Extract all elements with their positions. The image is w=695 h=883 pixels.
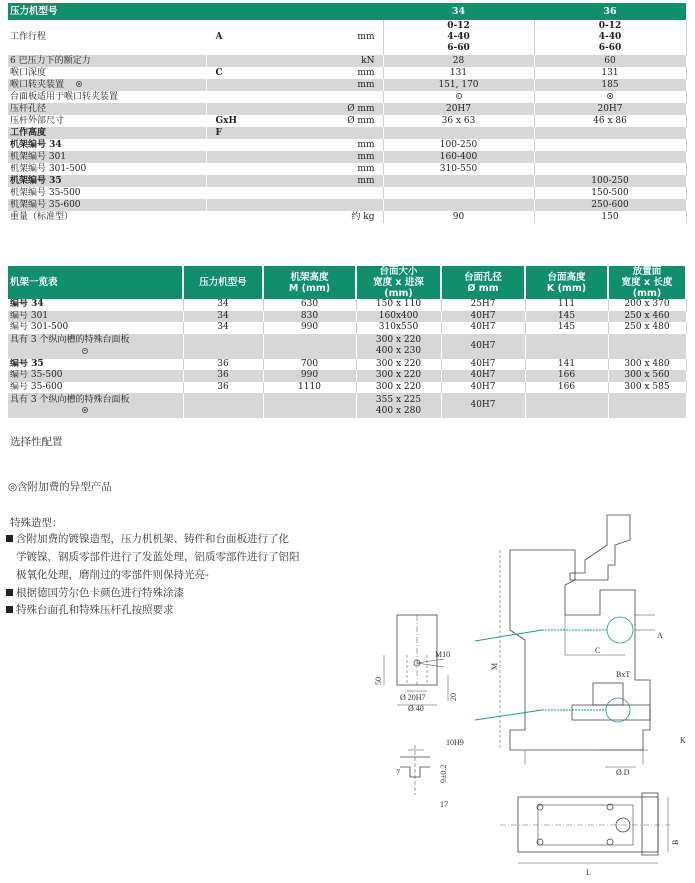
frame-row <box>8 322 686 334</box>
frame-cell-text: 300 x 560 <box>624 370 670 381</box>
frame-cell <box>608 311 686 323</box>
frame-cell-text: 36 <box>217 370 229 381</box>
frame-cell-text: 150 x 110 <box>375 299 422 310</box>
frame-cell-text: 40H7 <box>470 310 496 321</box>
model-34-header: 34 <box>383 3 534 20</box>
spec-value-line: 90 <box>452 211 465 222</box>
frame-cell-text: 166 <box>557 381 576 392</box>
spec-row <box>8 211 686 223</box>
b-label: B <box>671 839 680 845</box>
frame-header-row <box>8 266 686 299</box>
frame-cell <box>263 359 356 371</box>
spec-symbol: GxH <box>215 115 238 126</box>
frame-cell-text: 编号 34 <box>10 299 44 310</box>
frame-cell <box>608 299 686 311</box>
option-icon <box>456 93 462 99</box>
spec-label-text: 喉口转夹装置 <box>10 79 65 90</box>
h10h9-label: 10H9 <box>446 738 464 747</box>
frame-cell-text: 300 x 220 <box>375 370 422 381</box>
spec-label-text: 机架编号 35 <box>10 175 62 186</box>
frame-cell <box>608 382 686 394</box>
frame-row <box>8 370 686 382</box>
frame-cell <box>263 393 356 418</box>
spec-label <box>8 91 206 103</box>
frame-cell <box>525 311 608 323</box>
spec-value-line: 250-600 <box>591 199 629 210</box>
bullet-icon <box>6 535 13 542</box>
special-item-3 <box>6 601 174 619</box>
frame-cell-text: 40H7 <box>470 400 496 410</box>
frame-overview-table <box>8 266 687 418</box>
spec-value-line: 0-12 <box>598 21 622 31</box>
option-icon <box>76 81 82 87</box>
frame-cell <box>525 299 608 311</box>
press-frame-top-view <box>500 793 670 863</box>
spec-value-line: 0-12 <box>447 21 470 31</box>
m-label: M <box>490 662 499 670</box>
spec-value-line: 150 <box>601 211 619 222</box>
spec-label <box>8 139 206 151</box>
frame-cell <box>356 359 441 371</box>
special-item-1 <box>6 530 289 548</box>
frame-cell-text: 300 x 220 400 x 230 <box>375 335 422 356</box>
spec-symbol-unit <box>206 79 383 91</box>
model-36-value <box>534 79 686 91</box>
frame-cell-text: 166 <box>557 370 576 381</box>
spec-value-line: 46 x 86 <box>593 115 627 126</box>
frame-cell-text: 300 x 220 <box>375 358 422 369</box>
spec-symbol: C <box>215 67 223 78</box>
frame-cell <box>441 382 525 394</box>
spec-symbol-unit <box>206 103 383 115</box>
model-36-value <box>534 187 686 199</box>
frame-col-header: 机架高度 M (mm) <box>263 266 356 299</box>
spec-value-line: 310-550 <box>439 163 478 174</box>
model-36-value <box>534 199 686 211</box>
frame-cell <box>183 393 263 418</box>
spec-symbol-unit <box>206 20 383 55</box>
model-34-value <box>383 199 534 211</box>
spec-label <box>8 79 206 91</box>
optional-config-title: 选择性配置 <box>10 436 63 448</box>
spec-value-line: 36 x 63 <box>441 115 476 126</box>
frame-cell-text: 300 x 220 <box>375 381 422 392</box>
k-label: K <box>680 736 686 745</box>
frame-cell <box>183 322 263 334</box>
spec-value-line <box>386 92 532 103</box>
spec-value-line: 6-60 <box>598 43 622 53</box>
model-34-value <box>383 91 534 103</box>
spec-symbol-unit <box>206 163 383 175</box>
frame-cell <box>8 322 183 334</box>
frame-cell <box>263 370 356 382</box>
frame-cell-text: 700 <box>300 358 319 369</box>
spec-unit: mm <box>357 139 375 150</box>
frame-cell-text: 990 <box>300 322 319 333</box>
spec-row <box>8 151 686 163</box>
spec-label-text: 压杆孔径 <box>10 103 47 114</box>
frame-cell <box>183 370 263 382</box>
spec-row <box>8 127 686 139</box>
frame-cell <box>356 299 441 311</box>
frame-cell <box>525 393 608 418</box>
frame-row <box>8 359 686 371</box>
frame-cell-text: 编号 301 <box>10 310 49 321</box>
spec-header-row <box>8 3 686 20</box>
frame-cell-text: 40H7 <box>470 358 496 369</box>
press-spec-table <box>8 3 687 223</box>
frame-cell-text: 250 x 480 <box>624 322 670 333</box>
model-34-value <box>383 187 534 199</box>
spec-row <box>8 139 686 151</box>
spec-label <box>8 199 206 211</box>
frame-col-header: 放置面 宽度 x 长度(mm) <box>608 266 686 299</box>
spec-label <box>8 151 206 163</box>
frame-row <box>8 311 686 323</box>
frame-cell <box>8 382 183 394</box>
frame-col-header: 压力机型号 <box>183 266 263 299</box>
d40-label: Ø 40 <box>408 704 424 713</box>
model-36-value <box>534 115 686 127</box>
d20h7-label: Ø 20H7 <box>400 693 426 702</box>
frame-cell-text: 111 <box>557 299 576 310</box>
frame-cell <box>8 370 183 382</box>
spec-value-line: 20H7 <box>445 103 472 114</box>
frame-cell <box>8 311 183 323</box>
frame-cell <box>263 334 356 359</box>
nine-label: 9±0.2 <box>439 764 448 783</box>
frame-cell <box>356 382 441 394</box>
option-icon <box>82 407 88 413</box>
spec-value-line: 4-40 <box>598 32 622 42</box>
frame-cell-text: 300 x 585 <box>624 381 670 392</box>
model-36-value <box>534 127 686 139</box>
spec-label <box>8 175 206 187</box>
model-36-value <box>534 211 686 223</box>
option-icon <box>607 93 613 99</box>
frame-cell-text: 990 <box>300 370 319 381</box>
frame-cell-text: 310x550 <box>378 322 419 333</box>
spec-symbol-unit <box>206 151 383 163</box>
special-item-text: 含附加费的镀镍造型，压力机机架、铸件和台面板进行了化 <box>16 533 289 545</box>
l-label: L <box>586 868 591 877</box>
spec-row <box>8 67 686 79</box>
special-item-text: 根据德国劳尔色卡颜色进行特殊涂漆 <box>16 587 184 599</box>
model-36-value <box>534 67 686 79</box>
spec-unit: Ø mm <box>347 115 375 126</box>
seven-label: 7 <box>396 768 400 777</box>
press-technical-drawing <box>360 505 695 883</box>
spec-row <box>8 175 686 187</box>
frame-cell-text: 40H7 <box>470 322 496 333</box>
frame-cell-text: 40H7 <box>470 381 496 392</box>
spec-label-text: 压杆外部尺寸 <box>10 115 65 126</box>
spec-unit: mm <box>357 151 375 162</box>
d-label: Ø D <box>616 768 630 777</box>
spec-unit: Ø mm <box>347 103 375 114</box>
frame-cell-text: 1110 <box>298 381 321 392</box>
spec-row <box>8 91 686 103</box>
model-34-value <box>383 20 534 55</box>
model-36-value <box>534 139 686 151</box>
spec-label-text: 机架编号 301 <box>10 151 67 162</box>
spec-label <box>8 103 206 115</box>
spec-unit-header <box>206 3 383 20</box>
spec-row <box>8 103 686 115</box>
spec-value-line: 150-500 <box>591 187 629 198</box>
special-item-text: 特殊台面孔和特殊压杆孔按照要求 <box>16 604 174 616</box>
model-34-value <box>383 175 534 187</box>
spec-value-line: 131 <box>449 67 468 78</box>
frame-cell-text: 编号 301-500 <box>10 322 69 333</box>
frame-cell-text: 630 <box>300 299 319 310</box>
spec-row <box>8 199 686 211</box>
special-item-1-line3: 极氧化处理，磨削过的零部件则保持光亮- <box>16 569 209 581</box>
spec-label <box>8 187 206 199</box>
bullet-icon <box>6 589 13 596</box>
spec-value-line: 151, 170 <box>438 79 479 90</box>
spec-value-line: 4-40 <box>447 32 470 42</box>
spec-label <box>8 211 206 223</box>
frame-cell-text: 34 <box>217 310 229 321</box>
bullet-icon <box>6 606 13 613</box>
spec-label <box>8 67 206 79</box>
frame-cell-text: 40H7 <box>470 370 496 381</box>
spec-label-text: 喉口深度 <box>10 67 47 78</box>
frame-cell <box>183 359 263 371</box>
frame-cell <box>8 299 183 311</box>
press-frame-side-view <box>500 515 655 767</box>
frame-cell <box>608 322 686 334</box>
spec-unit: kN <box>361 55 375 66</box>
model-34-value <box>383 151 534 163</box>
frame-cell-text: 34 <box>217 299 229 310</box>
spec-unit: mm <box>357 175 375 186</box>
frame-cell <box>608 334 686 359</box>
twenty-label: 20 <box>449 693 458 701</box>
spec-label-text: 台面板适用于喉口转夹装置 <box>10 91 119 102</box>
frame-cell-text: 300 x 480 <box>624 358 670 369</box>
ram-detail-drawing <box>384 615 451 705</box>
frame-cell <box>525 359 608 371</box>
frame-cell <box>525 334 608 359</box>
frame-cell <box>183 311 263 323</box>
frame-cell <box>356 393 441 418</box>
frame-col-header: 机架一览表 <box>8 266 183 299</box>
spec-label <box>8 127 206 139</box>
frame-cell-text: 具有 3 个纵向槽的特殊台面板 <box>10 335 130 345</box>
spec-value-line: 6-60 <box>447 43 470 53</box>
spec-label-text: 机架编号 301-500 <box>10 163 87 174</box>
spec-unit: mm <box>357 32 375 42</box>
spec-row <box>8 20 686 55</box>
frame-cell-text: 830 <box>300 310 319 321</box>
frame-cell <box>356 370 441 382</box>
spec-row <box>8 55 686 67</box>
frame-cell-text: 250 x 460 <box>624 310 670 321</box>
frame-cell <box>441 359 525 371</box>
frame-cell-text: 40H7 <box>470 340 496 351</box>
spec-symbol-unit <box>206 67 383 79</box>
spec-unit: mm <box>357 163 375 174</box>
model-34-value <box>383 103 534 115</box>
model-36-value <box>534 163 686 175</box>
frame-cell-text: 具有 3 个纵向槽的特殊台面板 <box>10 394 130 405</box>
model-34-value <box>383 79 534 91</box>
spec-value-line <box>537 92 684 103</box>
frame-cell <box>441 311 525 323</box>
frame-col-header: 台面孔径 Ø mm <box>441 266 525 299</box>
spec-unit: mm <box>357 67 375 78</box>
frame-cell-text: 36 <box>217 358 229 369</box>
frame-cell <box>441 393 525 418</box>
special-item-2 <box>6 584 184 602</box>
frame-cell <box>8 334 183 359</box>
frame-row <box>8 334 686 359</box>
m10-label: M10 <box>435 650 451 659</box>
model-34-value <box>383 163 534 175</box>
frame-cell <box>263 299 356 311</box>
bxt-label: BxT <box>616 670 631 679</box>
frame-cell-text: 141 <box>557 358 576 369</box>
frame-cell <box>263 322 356 334</box>
special-item-1-line2: 学镀镍，钢质零部件进行了发蓝处理，铝质零部件进行了铝阳 <box>16 551 300 563</box>
a-label: A <box>657 631 663 640</box>
frame-col-header: 台面高度 K (mm) <box>525 266 608 299</box>
model-34-value <box>383 67 534 79</box>
spec-row <box>8 187 686 199</box>
frame-cell <box>183 382 263 394</box>
spec-value-line: 185 <box>601 79 619 90</box>
spec-row <box>8 79 686 91</box>
frame-cell <box>8 359 183 371</box>
spec-symbol: F <box>215 127 222 138</box>
special-design-title: 特殊造型： <box>10 517 63 529</box>
option-icon <box>82 348 88 354</box>
spec-symbol-unit <box>206 199 383 211</box>
spec-label-text: 6 巴压力下的额定力 <box>10 55 91 66</box>
frame-cell <box>525 370 608 382</box>
model-36-value <box>534 151 686 163</box>
frame-cell-text: 编号 35-500 <box>10 370 63 381</box>
spec-value-line: 100-250 <box>439 139 478 150</box>
frame-cell <box>183 299 263 311</box>
spec-label <box>8 20 206 55</box>
spec-symbol-unit <box>206 55 383 67</box>
frame-cell <box>525 382 608 394</box>
frame-row <box>8 393 686 418</box>
model-36-value <box>534 55 686 67</box>
optional-config-item: ◎含附加费的异型产品 <box>8 481 112 493</box>
model-36-value <box>534 103 686 115</box>
slot-detail-drawing <box>400 745 430 795</box>
model-34-value <box>383 139 534 151</box>
frame-cell <box>441 322 525 334</box>
spec-symbol-unit <box>206 175 383 187</box>
frame-cell <box>441 334 525 359</box>
frame-cell-text: 25H7 <box>470 299 496 310</box>
frame-cell-text: 355 x 225 400 x 280 <box>375 394 422 416</box>
frame-cell <box>356 334 441 359</box>
spec-label-text: 工作高度 <box>10 127 47 138</box>
frame-cell <box>8 393 183 418</box>
spec-unit: mm <box>357 79 375 90</box>
frame-cell <box>263 311 356 323</box>
frame-row <box>8 382 686 394</box>
spec-symbol: A <box>215 32 223 42</box>
frame-cell <box>263 382 356 394</box>
model-36-value <box>534 91 686 103</box>
model-34-value <box>383 127 534 139</box>
spec-unit: 约 kg <box>351 211 375 222</box>
frame-cell <box>608 393 686 418</box>
spec-label-text: 重量（标准型） <box>10 211 74 222</box>
spec-title-header: 压力机型号 <box>8 3 206 20</box>
spec-value-line: 20H7 <box>597 103 623 114</box>
frame-cell <box>356 311 441 323</box>
spec-label-text: 机架编号 35-500 <box>10 187 81 198</box>
spec-row <box>8 115 686 127</box>
spec-symbol-unit <box>206 115 383 127</box>
frame-col-header: 台面大小 宽度 x 进深(mm) <box>356 266 441 299</box>
spec-row <box>8 163 686 175</box>
spec-label <box>8 115 206 127</box>
spec-value-line: 160-400 <box>439 151 478 162</box>
spec-value-line: 60 <box>604 55 616 66</box>
spec-value-line: 131 <box>601 67 619 78</box>
model-34-value <box>383 55 534 67</box>
fifty-label: 50 <box>374 677 383 685</box>
frame-cell <box>608 370 686 382</box>
spec-label-text: 工作行程 <box>10 32 47 42</box>
spec-label-text: 机架编号 34 <box>10 139 62 150</box>
frame-cell-text: 200 x 370 <box>624 299 670 310</box>
model-36-value <box>534 175 686 187</box>
model-36-header: 36 <box>534 3 686 20</box>
frame-cell <box>441 299 525 311</box>
spec-symbol-unit <box>206 187 383 199</box>
frame-cell-text: 编号 35 <box>10 358 44 369</box>
frame-cell <box>356 322 441 334</box>
frame-cell <box>441 370 525 382</box>
spec-symbol-unit <box>206 211 383 223</box>
frame-cell-text: 34 <box>217 322 229 333</box>
frame-cell-text: 编号 35-600 <box>10 381 63 392</box>
spec-label <box>8 55 206 67</box>
frame-cell-text: 36 <box>217 381 229 392</box>
spec-label <box>8 163 206 175</box>
spec-symbol-unit <box>206 139 383 151</box>
frame-cell <box>608 359 686 371</box>
frame-row <box>8 299 686 311</box>
spec-value-line: 28 <box>452 55 465 66</box>
frame-cell-text: 145 <box>557 310 576 321</box>
frame-cell <box>183 334 263 359</box>
frame-cell-text: 160x400 <box>378 310 419 321</box>
model-36-value <box>534 20 686 55</box>
frame-cell-text: 145 <box>557 322 576 333</box>
c-label: C <box>595 646 601 655</box>
frame-cell <box>525 322 608 334</box>
seventeen-label: 17 <box>440 800 448 809</box>
model-34-value <box>383 211 534 223</box>
spec-label-text: 机架编号 35-600 <box>10 199 81 210</box>
spec-value-line: 100-250 <box>591 175 629 186</box>
model-34-value <box>383 115 534 127</box>
spec-symbol-unit <box>206 91 383 103</box>
spec-symbol-unit <box>206 127 383 139</box>
